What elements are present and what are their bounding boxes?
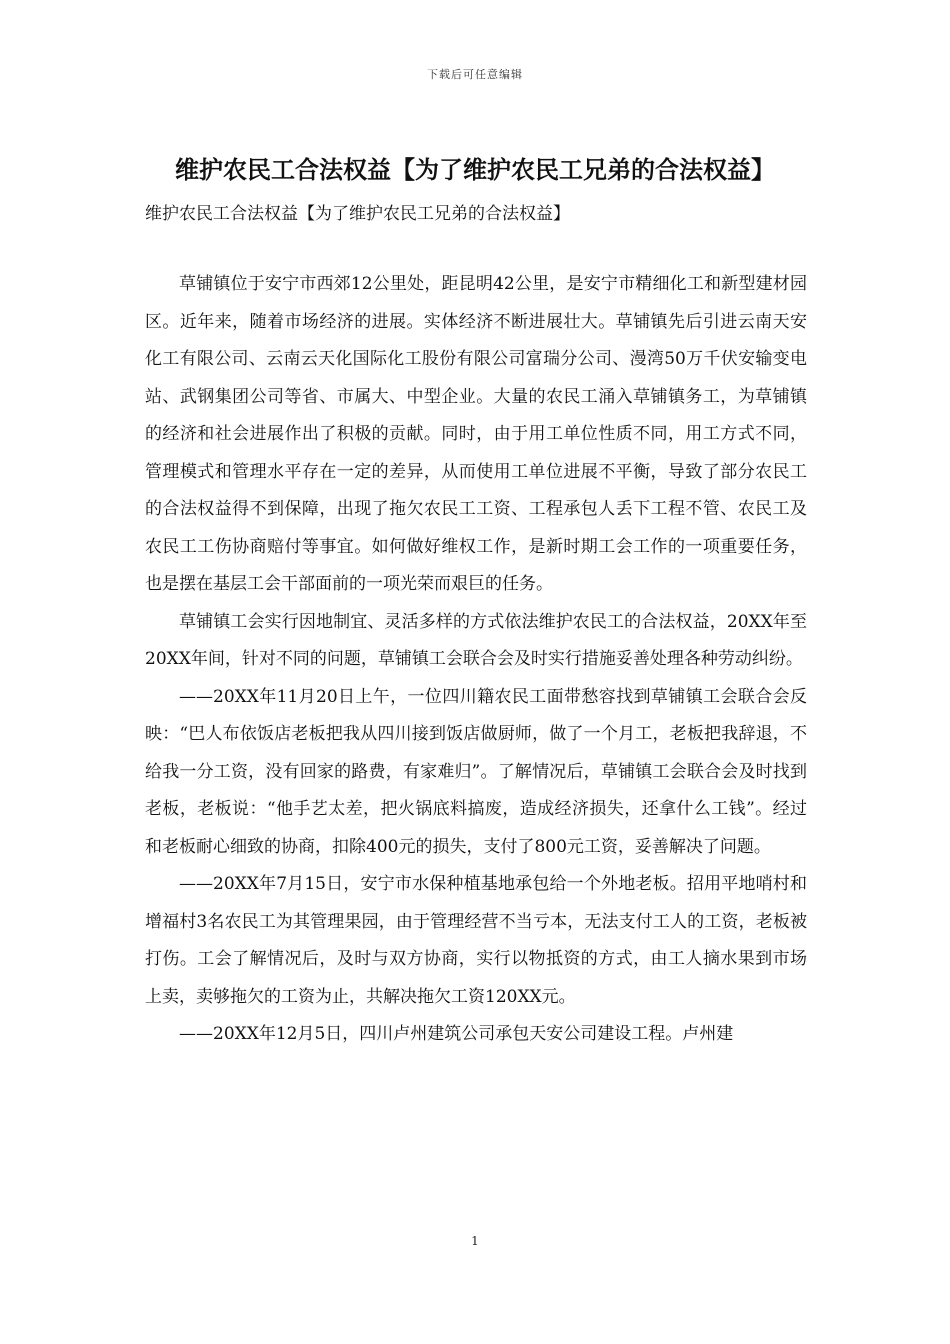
paragraph-case-orchard: ——20XX年7月15日，安宁市水保种植基地承包给一个外地老板。招用平地哨村和增福村3名农民工为其管理果园，由于管理经营不当亏本，无法支付工人的工资，老板被打伤。工会了解情况后，及时与双方协商，实行以物抵资的方式，由工人摘水果到市场上卖，卖够拖欠的工资为止，共解决拖欠工资120XX元。 (145, 874, 807, 1007)
document-body (145, 266, 807, 1054)
paragraph-intro: 草铺镇位于安宁市西郊12公里处，距昆明42公里，是安宁市精细化工和新型建材园区。近年来，随着市场经济的进展。实体经济不断进展壮大。草铺镇先后引进云南天安化工有限公司、云南云天化国际化工股份有限公司富瑞分公司、漫湾50万千伏安输变电站、武钢集团公司等省、市属大、中型企业。大量的农民工涌入草铺镇务工，为草铺镇的经济和社会进展作出了积极的贡献。同时，由于用工单位性质不同，用工方式不同，管理模式和管理水平存在一定的差异，从而使用工单位进展不平衡，导致了部分农民工的合法权益得不到保障，出现了拖欠农民工工资、工程承包人丢下工程不管、农民工及农民工工伤协商赔付等事宜。如何做好维权工作，是新时期工会工作的一项重要任务，也是摆在基层工会干部面前的一项光荣而艰巨的任务。 (145, 274, 807, 594)
page-number: 1 (471, 1234, 479, 1248)
document-title: 维护农民工合法权益【为了维护农民工兄弟的合法权益】 (175, 155, 775, 184)
document-subtitle: 维护农民工合法权益【为了维护农民工兄弟的合法权益】 (145, 204, 570, 224)
paragraph-case-construction: ——20XX年12月5日，四川卢州建筑公司承包天安公司建设工程。卢州建 (179, 1024, 734, 1044)
paragraph-union-approach: 草铺镇工会实行因地制宜、灵活多样的方式依法维护农民工的合法权益，20XX年至20XX年间，针对不同的问题，草铺镇工会联合会及时实行措施妥善处理各种劳动纠纷。 (145, 611, 807, 669)
page-header-note: 下载后可任意编辑 (427, 68, 523, 81)
paragraph-case-restaurant: ——20XX年11月20日上午，一位四川籍农民工面带愁容找到草铺镇工会联合会反映：“巴人布依饭店老板把我从四川接到饭店做厨师，做了一个月工，老板把我辞退，不给我一分工资，没有回家的路费，有家难归”。了解情况后，草铺镇工会联合会及时找到老板，老板说：“他手艺太差，把火锅底料搞废，造成经济损失，还拿什么工钱”。经过和老板耐心细致的协商，扣除400元的损失，支付了800元工资，妥善解决了问题。 (145, 686, 807, 857)
